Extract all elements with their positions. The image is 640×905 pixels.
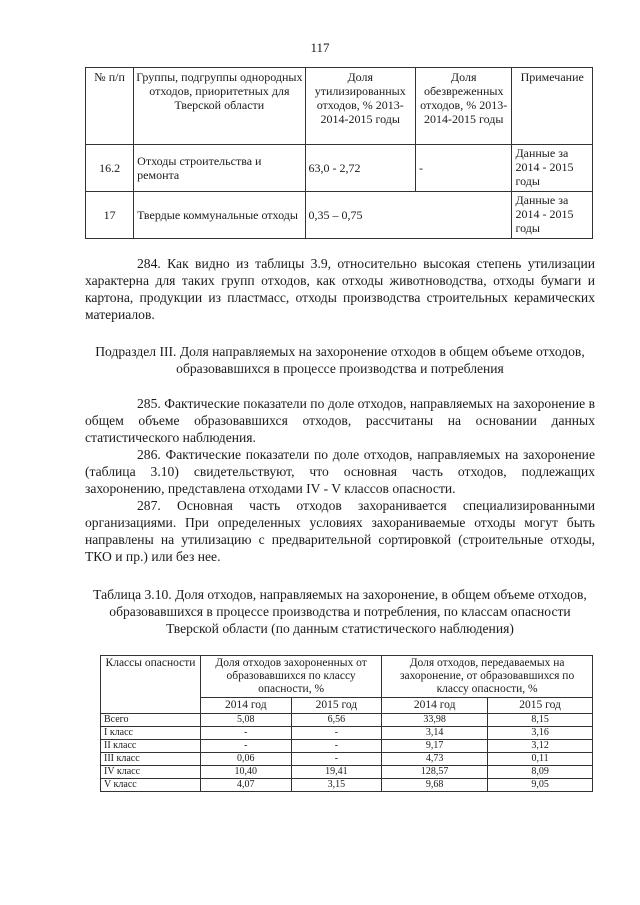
row-group: Отходы строительства и ремонта: [134, 145, 305, 192]
year-header: 2015 год: [291, 698, 382, 714]
row-note: Данные за 2014 - 2015 годы: [512, 192, 593, 239]
value-cell: -: [291, 740, 382, 753]
paragraph-286: 286. Фактические показатели по доле отходов, направляемых на захоронение (таблица 3.10) свидетельствуют, что основная часть отходов, подлежащих захоронению, представлена отходами IV - V классов опасности.: [85, 447, 595, 496]
header-group-transferred: Доля отходов, передаваемых на захоронение, от образовавшихся по классу опасности, %: [382, 656, 593, 698]
table-row: [101, 753, 593, 766]
table-row: [101, 714, 593, 727]
value-cell: 3,14: [382, 727, 488, 740]
table-row: [86, 145, 593, 192]
table-row: [101, 766, 593, 779]
class-label: III класс: [101, 753, 201, 766]
waste-utilization-table: [85, 67, 593, 239]
table-row: [101, 779, 593, 792]
value-cell: 19,41: [291, 766, 382, 779]
table-caption: Таблица 3.10. Доля отходов, направляемых на захоронение, в общем объеме отходов, образовавшихся в процессе производства и потребления, по классам опасности Тверской области (по данным статистического наблюдения): [93, 587, 587, 636]
value-cell: 128,57: [382, 766, 488, 779]
header-group: Группы, подгруппы однородных отходов, приоритетных для Тверской области: [134, 68, 305, 145]
paragraph-284: 284. Как видно из таблицы 3.9, относительно высокая степень утилизации характерна для таких групп отходов, как отходы животноводства, отходы бумаги и картона, продукции из пластмасс, отходы производства строительных керамических материалов.: [85, 256, 595, 322]
value-cell: 3,15: [291, 779, 382, 792]
header-neutralized: Доля обезвреженных отходов, % 2013-2014-2015 годы: [415, 68, 512, 145]
header-num: № п/п: [86, 68, 134, 145]
page-number: 117: [310, 40, 330, 55]
value-cell: -: [201, 740, 292, 753]
table-row: [101, 727, 593, 740]
value-cell: 0,11: [488, 753, 593, 766]
table-row: [101, 740, 593, 753]
value-cell: 8,09: [488, 766, 593, 779]
header-note: Примечание: [512, 68, 593, 145]
value-cell: 3,12: [488, 740, 593, 753]
row-note: Данные за 2014 - 2015 годы: [512, 145, 593, 192]
value-cell: 5,08: [201, 714, 292, 727]
paragraph-285: 285. Фактические показатели по доле отходов, направляемых на захоронение в общем объеме образовавшихся отходов, рассчитаны на основании данных статистического наблюдения.: [85, 396, 595, 445]
year-header: 2014 год: [201, 698, 292, 714]
value-cell: 4,07: [201, 779, 292, 792]
value-cell: 6,56: [291, 714, 382, 727]
value-cell: 10,40: [201, 766, 292, 779]
value-cell: 3,16: [488, 727, 593, 740]
value-cell: 4,73: [382, 753, 488, 766]
header-utilized: Доля утилизированных отходов, % 2013-2014-2015 годы: [305, 68, 415, 145]
landfill-share-table: [100, 655, 593, 792]
value-cell: -: [201, 727, 292, 740]
class-label: I класс: [101, 727, 201, 740]
table-header-row: [86, 68, 593, 145]
subsection-heading: Подраздел III. Доля направляемых на захоронение отходов в общем объеме отходов, образовавшихся в процессе производства и потребления: [95, 344, 585, 376]
paragraph-287: 287. Основная часть отходов захоранивается специализированными организациями. При определенных условиях захораниваемые отходы могут быть направлены на утилизацию с предварительной сортировкой (строительные отходы, ТКО и пр.) или без нее.: [85, 498, 595, 564]
value-cell: 9,68: [382, 779, 488, 792]
header-class: Классы опасности: [101, 656, 201, 714]
value-cell: -: [291, 753, 382, 766]
row-num: 17: [86, 192, 134, 239]
class-label: IV класс: [101, 766, 201, 779]
row-num: 16.2: [86, 145, 134, 192]
row-neutralized: -: [415, 145, 512, 192]
row-group: Твердые коммунальные отходы: [134, 192, 305, 239]
value-cell: 0,06: [201, 753, 292, 766]
value-cell: 8,15: [488, 714, 593, 727]
year-header: 2014 год: [382, 698, 488, 714]
value-cell: 9,17: [382, 740, 488, 753]
year-header: 2015 год: [488, 698, 593, 714]
header-group-buried: Доля отходов захороненных от образовавшихся по классу опасности, %: [201, 656, 382, 698]
value-cell: 33,98: [382, 714, 488, 727]
value-cell: -: [291, 727, 382, 740]
value-cell: 9,05: [488, 779, 593, 792]
row-utilized: 0,35 – 0,75: [305, 192, 512, 239]
class-label: V класс: [101, 779, 201, 792]
class-label: II класс: [101, 740, 201, 753]
class-label: Всего: [101, 714, 201, 727]
table-row: [86, 192, 593, 239]
row-utilized: 63,0 - 2,72: [305, 145, 415, 192]
table-header-row: [101, 656, 593, 698]
